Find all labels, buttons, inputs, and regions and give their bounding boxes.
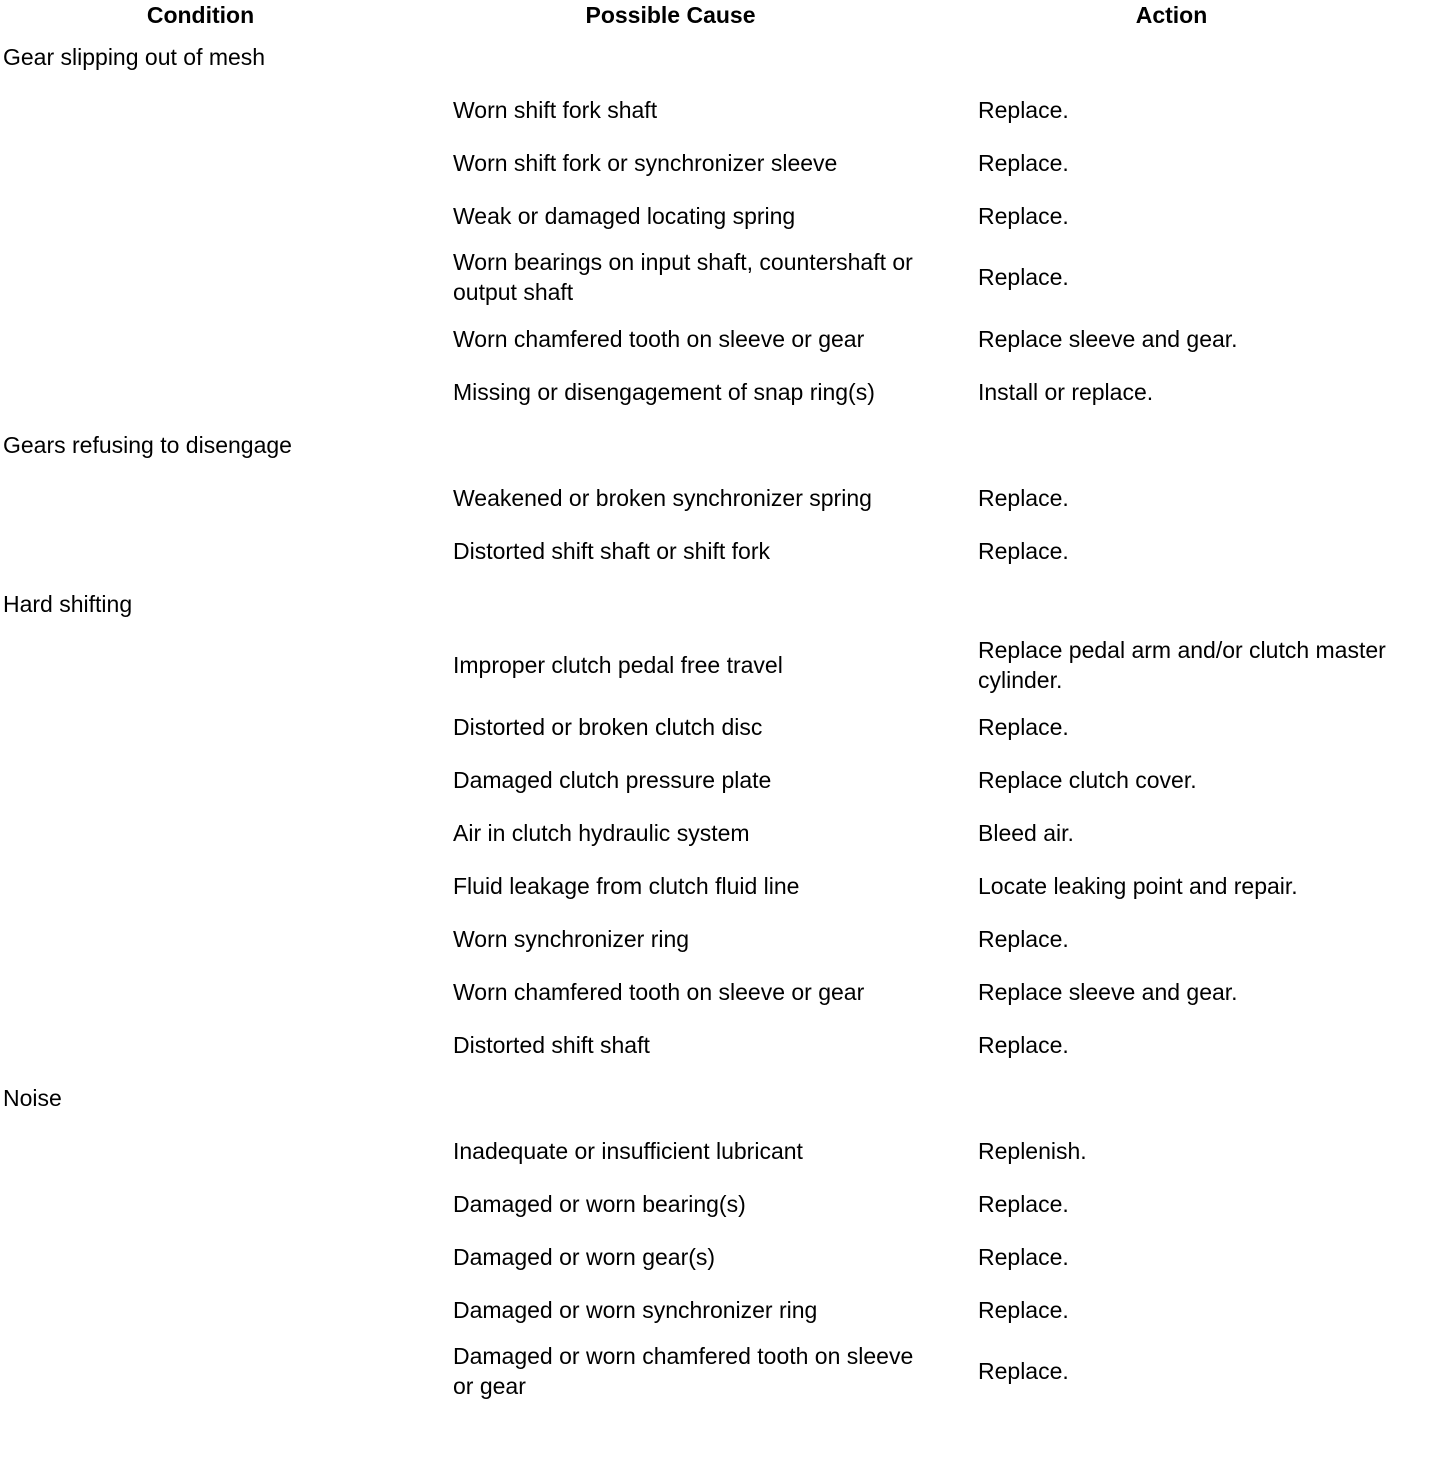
cause-cell: Weakened or broken synchronizer spring xyxy=(453,484,872,511)
action-cell: Replace. xyxy=(978,202,1069,229)
table-row xyxy=(3,700,1435,753)
table-row xyxy=(3,83,1435,136)
action-cell: Replace. xyxy=(978,484,1069,511)
table-row xyxy=(3,1177,1435,1230)
action-cell: Replace. xyxy=(978,149,1069,176)
table-row xyxy=(3,1124,1435,1177)
table-row xyxy=(3,1283,1435,1336)
cause-cell: Worn chamfered tooth on sleeve or gear xyxy=(453,978,865,1005)
table-row xyxy=(3,1230,1435,1283)
action-cell: Replace. xyxy=(978,96,1069,123)
troubleshooting-table xyxy=(3,0,1435,1406)
table-row xyxy=(3,630,1435,700)
table-row xyxy=(3,806,1435,859)
cause-cell: Improper clutch pedal free travel xyxy=(453,652,783,678)
cause-cell: Damaged or worn gear(s) xyxy=(453,1243,716,1270)
condition-label: Gear slipping out of mesh xyxy=(3,43,266,70)
action-cell: Replace pedal arm and/or clutch master cylinder. xyxy=(978,637,1386,693)
action-cell: Replace. xyxy=(978,925,1069,952)
table-row xyxy=(3,136,1435,189)
action-cell: Replace. xyxy=(978,537,1069,564)
condition-row xyxy=(3,30,1435,83)
action-cell: Replace. xyxy=(978,713,1069,740)
table-row xyxy=(3,859,1435,912)
action-cell: Replace sleeve and gear. xyxy=(978,325,1238,352)
cause-cell: Worn chamfered tooth on sleeve or gear xyxy=(453,325,865,352)
cause-cell: Damaged or worn synchronizer ring xyxy=(453,1296,818,1323)
action-cell: Replace sleeve and gear. xyxy=(978,978,1238,1005)
action-cell: Install or replace. xyxy=(978,378,1154,405)
header-row xyxy=(3,0,1435,30)
table-row xyxy=(3,189,1435,242)
cause-cell: Distorted shift shaft xyxy=(453,1031,650,1058)
condition-label: Noise xyxy=(3,1084,62,1111)
table-row xyxy=(3,1018,1435,1071)
cause-cell: Worn synchronizer ring xyxy=(453,925,690,952)
condition-row xyxy=(3,577,1435,630)
cause-cell: Air in clutch hydraulic system xyxy=(453,819,750,846)
cause-cell: Fluid leakage from clutch fluid line xyxy=(453,872,800,899)
condition-row xyxy=(3,1071,1435,1124)
table-row xyxy=(3,524,1435,577)
action-cell: Replace clutch cover. xyxy=(978,766,1197,793)
table-row xyxy=(3,912,1435,965)
action-cell: Locate leaking point and repair. xyxy=(978,872,1298,899)
table-header xyxy=(3,0,1435,30)
cause-header: Possible Cause xyxy=(585,2,756,28)
cause-cell: Inadequate or insufficient lubricant xyxy=(453,1137,803,1164)
action-cell: Replace. xyxy=(978,1243,1069,1270)
table-body xyxy=(3,30,1435,1406)
table-row xyxy=(3,965,1435,1018)
cause-cell: Worn bearings on input shaft, countershaft or output shaft xyxy=(453,249,913,305)
action-cell: Replace. xyxy=(978,264,1069,290)
condition-label: Hard shifting xyxy=(3,590,133,617)
action-cell: Replace. xyxy=(978,1296,1069,1323)
action-cell: Bleed air. xyxy=(978,819,1074,846)
cause-cell: Damaged or worn bearing(s) xyxy=(453,1190,746,1217)
table-row xyxy=(3,471,1435,524)
condition-label: Gears refusing to disengage xyxy=(3,431,292,458)
cause-cell: Damaged clutch pressure plate xyxy=(453,766,772,793)
action-cell: Replace. xyxy=(978,1031,1069,1058)
cause-cell: Damaged or worn chamfered tooth on sleeve or gear xyxy=(453,1343,914,1399)
cause-cell: Weak or damaged locating spring xyxy=(453,202,796,229)
table-row xyxy=(3,1336,1435,1406)
action-header: Action xyxy=(1135,2,1208,28)
action-cell: Replace. xyxy=(978,1190,1069,1217)
cause-cell: Missing or disengagement of snap ring(s) xyxy=(453,378,875,405)
table-row xyxy=(3,242,1435,312)
condition-row xyxy=(3,418,1435,471)
action-cell: Replenish. xyxy=(978,1137,1087,1164)
table-row xyxy=(3,365,1435,418)
table-row xyxy=(3,753,1435,806)
action-cell: Replace. xyxy=(978,1358,1069,1384)
table-row xyxy=(3,312,1435,365)
condition-header: Condition xyxy=(146,2,255,28)
cause-cell: Distorted shift shaft or shift fork xyxy=(453,537,771,564)
cause-cell: Worn shift fork shaft xyxy=(453,96,658,123)
cause-cell: Distorted or broken clutch disc xyxy=(453,713,763,740)
cause-cell: Worn shift fork or synchronizer sleeve xyxy=(453,149,838,176)
